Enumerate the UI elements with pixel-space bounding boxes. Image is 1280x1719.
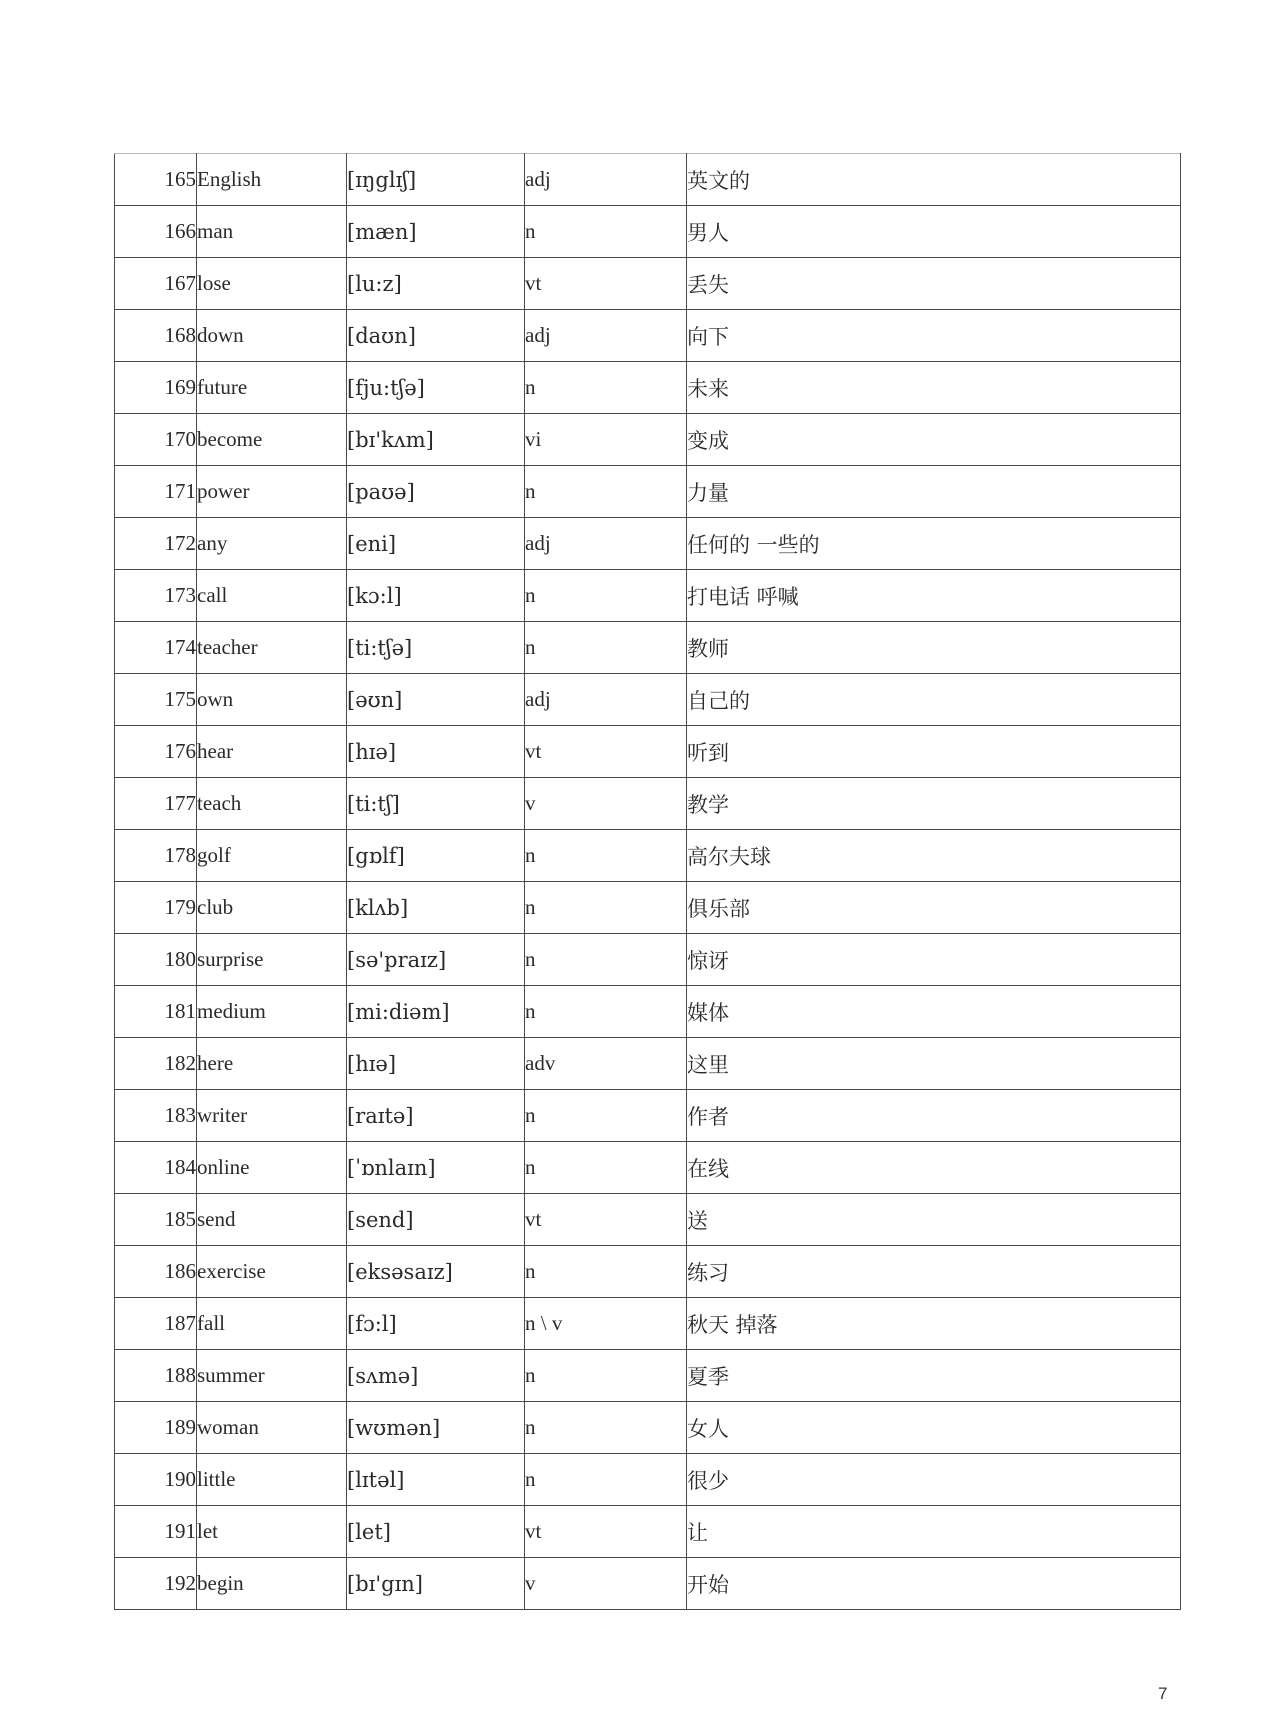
word-number: 177 xyxy=(115,778,197,830)
phonetic-transcription: [hɪə] xyxy=(347,726,525,778)
english-word: power xyxy=(197,466,347,518)
english-word: future xyxy=(197,362,347,414)
phonetic-transcription: [send] xyxy=(347,1194,525,1246)
part-of-speech: adj xyxy=(525,310,687,362)
part-of-speech: n xyxy=(525,882,687,934)
part-of-speech: n xyxy=(525,1090,687,1142)
phonetic-transcription: [fju:tʃə] xyxy=(347,362,525,414)
english-word: little xyxy=(197,1454,347,1506)
table-row xyxy=(115,466,1181,518)
word-number: 168 xyxy=(115,310,197,362)
chinese-meaning: 教师 xyxy=(687,622,1181,674)
english-word: send xyxy=(197,1194,347,1246)
chinese-meaning: 未来 xyxy=(687,362,1181,414)
table-row xyxy=(115,1558,1181,1610)
table-row xyxy=(115,1350,1181,1402)
english-word: down xyxy=(197,310,347,362)
table-row xyxy=(115,726,1181,778)
chinese-meaning: 自己的 xyxy=(687,674,1181,726)
part-of-speech: n xyxy=(525,1246,687,1298)
phonetic-transcription: [kɔ:l] xyxy=(347,570,525,622)
phonetic-transcription: [sə'praɪz] xyxy=(347,934,525,986)
part-of-speech: n xyxy=(525,1454,687,1506)
table-row xyxy=(115,1090,1181,1142)
chinese-meaning: 丢失 xyxy=(687,258,1181,310)
phonetic-transcription: [ti:tʃə] xyxy=(347,622,525,674)
word-number: 165 xyxy=(115,154,197,206)
phonetic-transcription: [raɪtə] xyxy=(347,1090,525,1142)
phonetic-transcription: [gɒlf] xyxy=(347,830,525,882)
table-row xyxy=(115,1246,1181,1298)
english-word: summer xyxy=(197,1350,347,1402)
table-row xyxy=(115,622,1181,674)
table-row xyxy=(115,986,1181,1038)
word-number: 166 xyxy=(115,206,197,258)
word-number: 171 xyxy=(115,466,197,518)
phonetic-transcription: [ɪŋglɪʃ] xyxy=(347,154,525,206)
chinese-meaning: 任何的 一些的 xyxy=(687,518,1181,570)
table-row xyxy=(115,570,1181,622)
word-number: 181 xyxy=(115,986,197,1038)
chinese-meaning: 作者 xyxy=(687,1090,1181,1142)
table-row xyxy=(115,778,1181,830)
word-number: 191 xyxy=(115,1506,197,1558)
english-word: fall xyxy=(197,1298,347,1350)
phonetic-transcription: [əʊn] xyxy=(347,674,525,726)
phonetic-transcription: [ti:tʃ] xyxy=(347,778,525,830)
word-number: 169 xyxy=(115,362,197,414)
phonetic-transcription: [mi:diəm] xyxy=(347,986,525,1038)
chinese-meaning: 夏季 xyxy=(687,1350,1181,1402)
english-word: English xyxy=(197,154,347,206)
word-number: 185 xyxy=(115,1194,197,1246)
english-word: call xyxy=(197,570,347,622)
english-word: begin xyxy=(197,1558,347,1610)
english-word: club xyxy=(197,882,347,934)
table-row xyxy=(115,154,1181,206)
chinese-meaning: 很少 xyxy=(687,1454,1181,1506)
english-word: medium xyxy=(197,986,347,1038)
chinese-meaning: 力量 xyxy=(687,466,1181,518)
table-row xyxy=(115,1454,1181,1506)
table-row xyxy=(115,1142,1181,1194)
part-of-speech: n xyxy=(525,830,687,882)
word-number: 184 xyxy=(115,1142,197,1194)
word-number: 176 xyxy=(115,726,197,778)
english-word: become xyxy=(197,414,347,466)
chinese-meaning: 教学 xyxy=(687,778,1181,830)
phonetic-transcription: [klʌb] xyxy=(347,882,525,934)
word-number: 170 xyxy=(115,414,197,466)
part-of-speech: n \ v xyxy=(525,1298,687,1350)
word-number: 167 xyxy=(115,258,197,310)
english-word: here xyxy=(197,1038,347,1090)
phonetic-transcription: [daʊn] xyxy=(347,310,525,362)
english-word: own xyxy=(197,674,347,726)
word-number: 186 xyxy=(115,1246,197,1298)
part-of-speech: n xyxy=(525,986,687,1038)
table-row xyxy=(115,830,1181,882)
table-row xyxy=(115,1402,1181,1454)
english-word: woman xyxy=(197,1402,347,1454)
phonetic-transcription: [eni] xyxy=(347,518,525,570)
chinese-meaning: 英文的 xyxy=(687,154,1181,206)
table-row xyxy=(115,310,1181,362)
word-number: 178 xyxy=(115,830,197,882)
part-of-speech: vt xyxy=(525,258,687,310)
phonetic-transcription: [bɪ'gɪn] xyxy=(347,1558,525,1610)
phonetic-transcription: [lɪtəl] xyxy=(347,1454,525,1506)
english-word: surprise xyxy=(197,934,347,986)
part-of-speech: v xyxy=(525,778,687,830)
english-word: lose xyxy=(197,258,347,310)
table-row xyxy=(115,518,1181,570)
chinese-meaning: 俱乐部 xyxy=(687,882,1181,934)
part-of-speech: adj xyxy=(525,518,687,570)
english-word: hear xyxy=(197,726,347,778)
chinese-meaning: 听到 xyxy=(687,726,1181,778)
english-word: exercise xyxy=(197,1246,347,1298)
chinese-meaning: 开始 xyxy=(687,1558,1181,1610)
chinese-meaning: 让 xyxy=(687,1506,1181,1558)
table-row xyxy=(115,414,1181,466)
table-row xyxy=(115,1298,1181,1350)
part-of-speech: n xyxy=(525,1402,687,1454)
part-of-speech: n xyxy=(525,570,687,622)
english-word: teach xyxy=(197,778,347,830)
part-of-speech: v xyxy=(525,1558,687,1610)
phonetic-transcription: [hɪə] xyxy=(347,1038,525,1090)
vocabulary-table xyxy=(114,153,1181,1610)
part-of-speech: n xyxy=(525,1350,687,1402)
table-row xyxy=(115,882,1181,934)
part-of-speech: vt xyxy=(525,1506,687,1558)
chinese-meaning: 练习 xyxy=(687,1246,1181,1298)
page-number: 7 xyxy=(1158,1684,1168,1703)
chinese-meaning: 向下 xyxy=(687,310,1181,362)
part-of-speech: adv xyxy=(525,1038,687,1090)
chinese-meaning: 高尔夫球 xyxy=(687,830,1181,882)
word-number: 187 xyxy=(115,1298,197,1350)
word-number: 180 xyxy=(115,934,197,986)
part-of-speech: n xyxy=(525,1142,687,1194)
chinese-meaning: 打电话 呼喊 xyxy=(687,570,1181,622)
word-number: 189 xyxy=(115,1402,197,1454)
vocabulary-table-body xyxy=(115,154,1181,1610)
word-number: 174 xyxy=(115,622,197,674)
chinese-meaning: 送 xyxy=(687,1194,1181,1246)
phonetic-transcription: [mæn] xyxy=(347,206,525,258)
table-row xyxy=(115,1506,1181,1558)
chinese-meaning: 秋天 掉落 xyxy=(687,1298,1181,1350)
word-number: 192 xyxy=(115,1558,197,1610)
word-number: 188 xyxy=(115,1350,197,1402)
part-of-speech: adj xyxy=(525,154,687,206)
part-of-speech: n xyxy=(525,622,687,674)
part-of-speech: n xyxy=(525,362,687,414)
english-word: online xyxy=(197,1142,347,1194)
english-word: writer xyxy=(197,1090,347,1142)
word-number: 183 xyxy=(115,1090,197,1142)
phonetic-transcription: [eksəsaɪz] xyxy=(347,1246,525,1298)
table-row xyxy=(115,258,1181,310)
english-word: any xyxy=(197,518,347,570)
word-number: 173 xyxy=(115,570,197,622)
english-word: man xyxy=(197,206,347,258)
table-row xyxy=(115,206,1181,258)
word-number: 179 xyxy=(115,882,197,934)
phonetic-transcription: [ˈɒnlaɪn] xyxy=(347,1142,525,1194)
phonetic-transcription: [wʊmən] xyxy=(347,1402,525,1454)
table-row xyxy=(115,1194,1181,1246)
chinese-meaning: 女人 xyxy=(687,1402,1181,1454)
table-row xyxy=(115,362,1181,414)
phonetic-transcription: [let] xyxy=(347,1506,525,1558)
phonetic-transcription: [lu:z] xyxy=(347,258,525,310)
chinese-meaning: 在线 xyxy=(687,1142,1181,1194)
table-row xyxy=(115,1038,1181,1090)
part-of-speech: n xyxy=(525,934,687,986)
part-of-speech: adj xyxy=(525,674,687,726)
phonetic-transcription: [sʌmə] xyxy=(347,1350,525,1402)
part-of-speech: vi xyxy=(525,414,687,466)
part-of-speech: vt xyxy=(525,726,687,778)
table-row xyxy=(115,674,1181,726)
phonetic-transcription: [bɪ'kʌm] xyxy=(347,414,525,466)
chinese-meaning: 变成 xyxy=(687,414,1181,466)
part-of-speech: n xyxy=(525,466,687,518)
table-row xyxy=(115,934,1181,986)
chinese-meaning: 媒体 xyxy=(687,986,1181,1038)
word-number: 172 xyxy=(115,518,197,570)
chinese-meaning: 男人 xyxy=(687,206,1181,258)
word-number: 190 xyxy=(115,1454,197,1506)
part-of-speech: n xyxy=(525,206,687,258)
english-word: let xyxy=(197,1506,347,1558)
phonetic-transcription: [fɔ:l] xyxy=(347,1298,525,1350)
part-of-speech: vt xyxy=(525,1194,687,1246)
english-word: golf xyxy=(197,830,347,882)
phonetic-transcription: [paʊə] xyxy=(347,466,525,518)
chinese-meaning: 惊讶 xyxy=(687,934,1181,986)
chinese-meaning: 这里 xyxy=(687,1038,1181,1090)
word-number: 182 xyxy=(115,1038,197,1090)
english-word: teacher xyxy=(197,622,347,674)
word-number: 175 xyxy=(115,674,197,726)
